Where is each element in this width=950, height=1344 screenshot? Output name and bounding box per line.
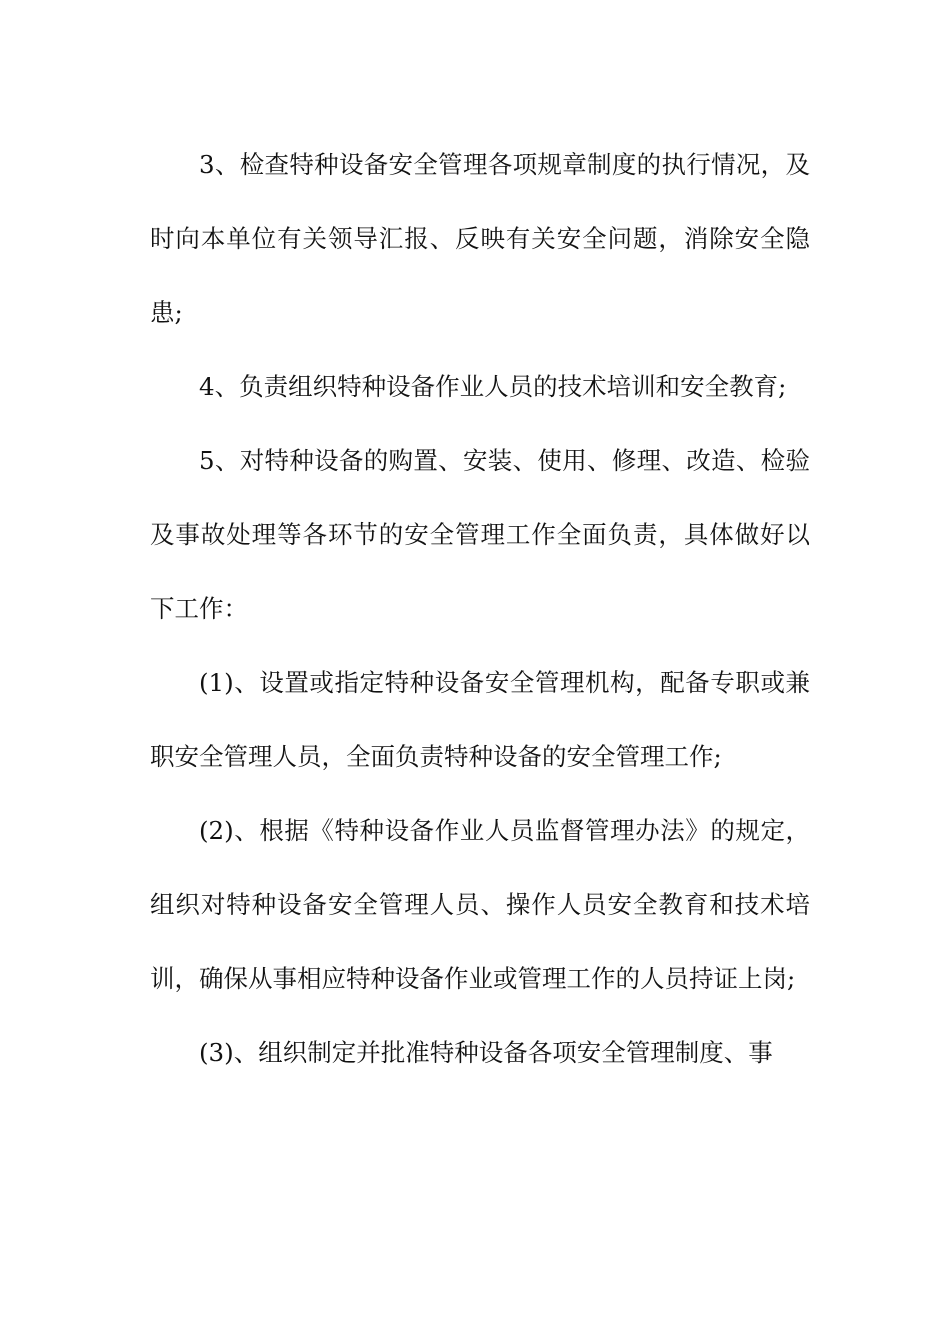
document-body — [150, 128, 810, 1090]
paragraph-item-5: 5、对特种设备的购置、安装、使用、修理、改造、检验及事故处理等各环节的安全管理工作全面负责，具体做好以下工作： — [150, 446, 810, 623]
paragraph-subitem-3: (3)、组织制定并批准特种设备各项安全管理制度、事 — [199, 1038, 773, 1067]
paragraph-subitem-1: (1)、设置或指定特种设备安全管理机构，配备专职或兼职安全管理人员，全面负责特种设备的安全管理工作; — [150, 668, 810, 771]
paragraph-subitem-2: (2)、根据《特种设备作业人员监督管理办法》的规定，组织对特种设备安全管理人员、操作人员安全教育和技术培训，确保从事相应特种设备作业或管理工作的人员持证上岗; — [150, 816, 810, 993]
paragraph-item-4: 4、负责组织特种设备作业人员的技术培训和安全教育; — [199, 372, 787, 401]
paragraph-item-3: 3、检查特种设备安全管理各项规章制度的执行情况，及时向本单位有关领导汇报、反映有关安全问题，消除安全隐患; — [150, 150, 810, 327]
